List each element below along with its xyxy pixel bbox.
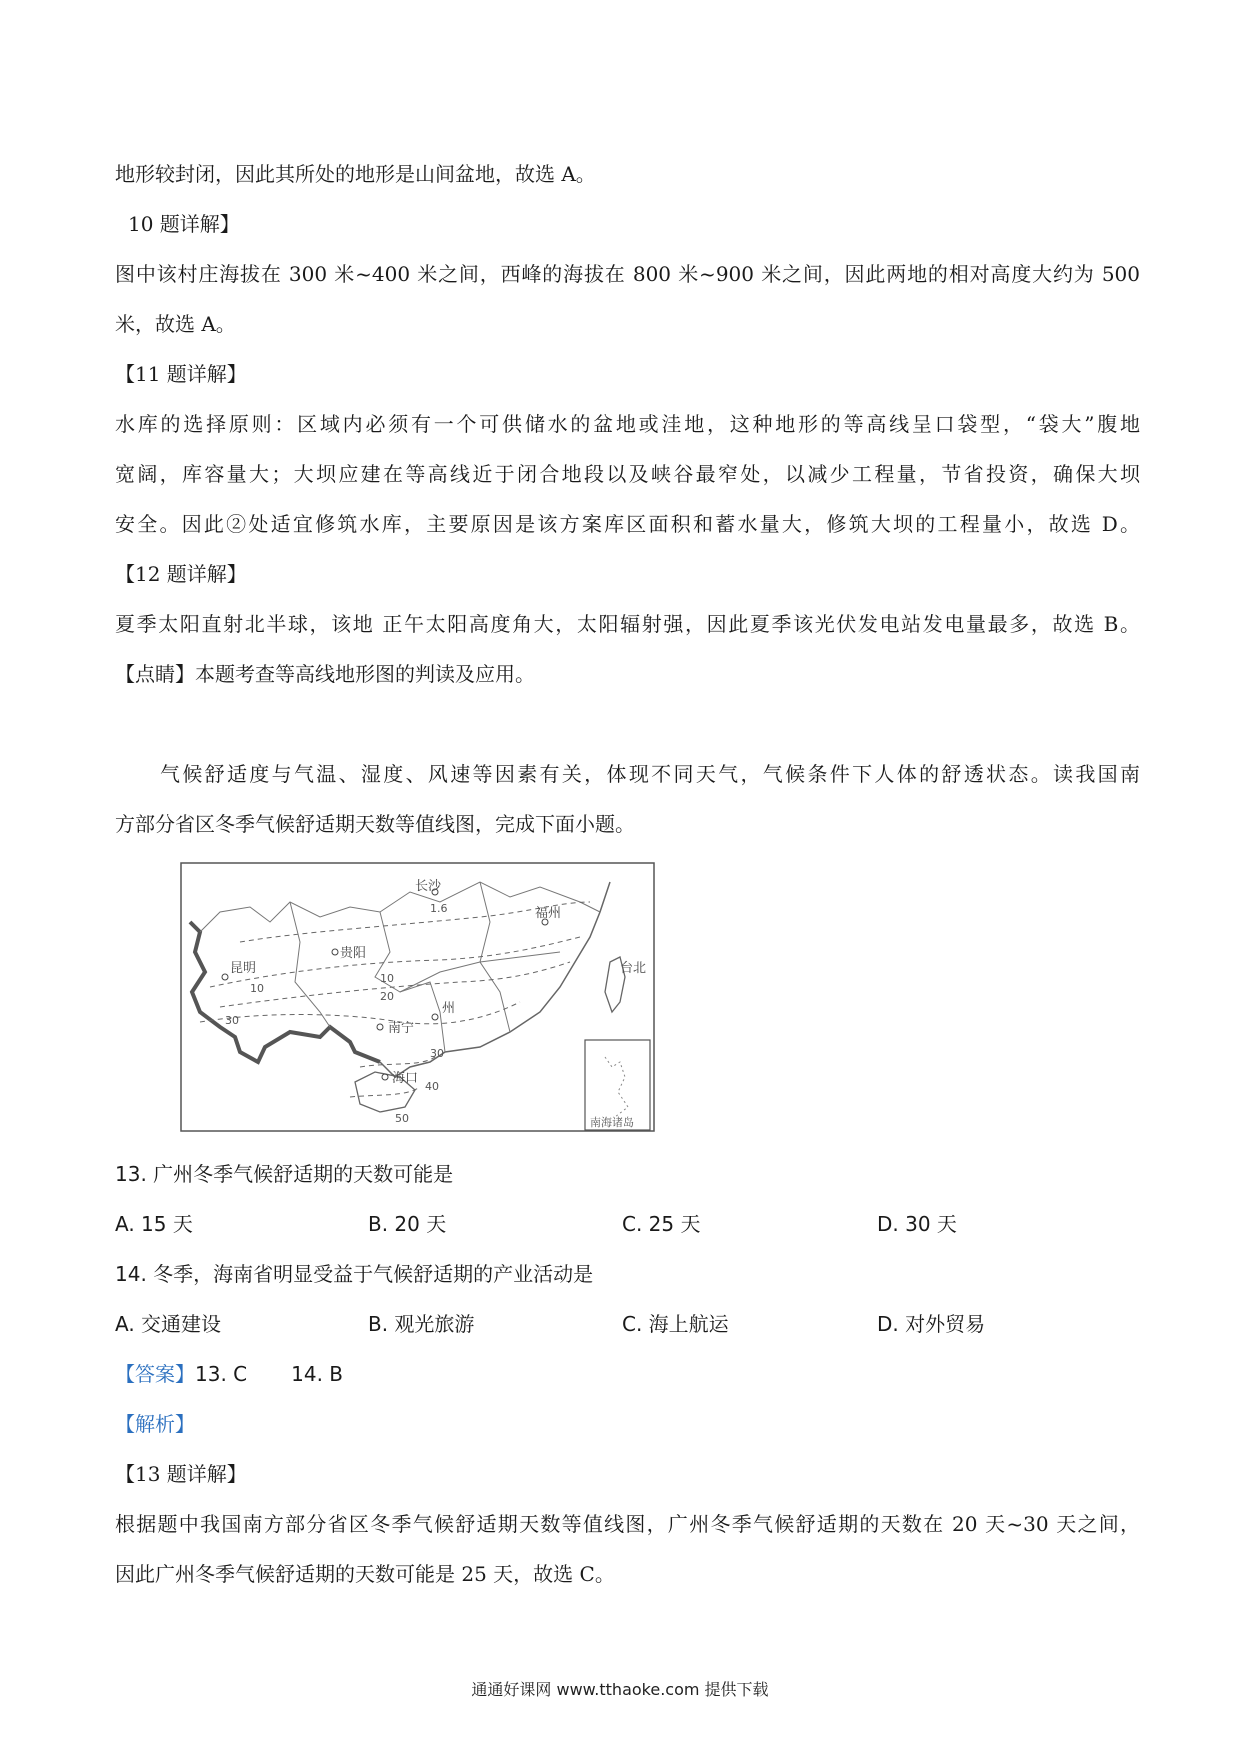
isoline-label: 30 <box>225 1014 239 1027</box>
q14-option-b: B. 观光旅游 <box>368 1312 475 1336</box>
city-label: 长沙 <box>415 879 442 894</box>
tip-line: 【点睛】本题考查等高线地形图的判读及应用。 <box>115 662 535 686</box>
line-10: 夏季太阳直射北半球，该地 正午太阳高度角大，太阳辐射强，因此夏季该光伏发电站发电量最多，故选 B。 <box>115 612 1140 636</box>
heading-q10: 10 题详解】 <box>128 212 240 236</box>
analysis-line-1: 根据题中我国南方部分省区冬季气候舒适期天数等值线图，广州冬季气候舒适期的天数在 20 天~30 天之间， <box>115 1512 1140 1536</box>
isoline-label: 50 <box>395 1112 409 1125</box>
heading-q13: 【13 题详解】 <box>115 1462 247 1486</box>
line-4: 米，故选 A。 <box>115 312 236 336</box>
isoline-label: 30 <box>430 1047 444 1060</box>
isoline-label: 10 <box>250 982 264 995</box>
answer-14: 14. B <box>291 1362 344 1386</box>
line-6: 水库的选择原则：区域内必须有一个可供储水的盆地或洼地，这种地形的等高线呈口袋型，“袋大”腹地 <box>115 412 1140 436</box>
inset-label: 南海诸岛 <box>590 1116 634 1129</box>
page-footer: 通通好课网 www.tthaoke.com 提供下载 <box>471 1680 769 1699</box>
city-label: 州 <box>442 1001 456 1016</box>
isoline-label: 20 <box>380 990 394 1003</box>
heading-q11: 【11 题详解】 <box>115 362 247 386</box>
analysis-line-2: 因此广州冬季气候舒适期的天数可能是 25 天，故选 C。 <box>115 1562 615 1586</box>
line-7: 宽阔，库容量大；大坝应建在等高线近于闭合地段以及峡谷最窄处，以减少工程量，节省投资，确保大坝 <box>115 462 1140 486</box>
isoline-label: 40 <box>425 1080 439 1093</box>
line-1: 地形较封闭，因此其所处的地形是山间盆地，故选 A。 <box>115 162 596 186</box>
q13-option-b: B. 20 天 <box>368 1212 447 1236</box>
q14-stem: 14. 冬季，海南省明显受益于气候舒适期的产业活动是 <box>115 1262 594 1286</box>
answer-row <box>115 1360 1140 1388</box>
isoline-label: 10 <box>380 972 394 985</box>
q13-stem: 13. 广州冬季气候舒适期的天数可能是 <box>115 1162 454 1186</box>
answer-label: 【答案】 <box>115 1362 195 1386</box>
intro-line-1: 气候舒适度与气温、湿度、风速等因素有关，体现不同天气，气候条件下人体的舒透状态。读我国南 <box>160 762 1140 786</box>
heading-q12: 【12 题详解】 <box>115 562 247 586</box>
line-8: 安全。因此②处适宜修筑水库，主要原因是该方案库区面积和蓄水量大，修筑大坝的工程量小，故选 D。 <box>115 512 1140 536</box>
city-label: 台北 <box>620 961 647 976</box>
city-label: 福州 <box>535 906 562 921</box>
analysis-label: 【解析】 <box>115 1412 195 1436</box>
line-3: 图中该村庄海拔在 300 米~400 米之间，西峰的海拔在 800 米~900 米之间，因此两地的相对高度大约为 500 <box>115 262 1140 286</box>
intro-line-2: 方部分省区冬季气候舒适期天数等值线图，完成下面小题。 <box>115 812 635 836</box>
q13-option-c: C. 25 天 <box>622 1212 701 1236</box>
city-label: 贵阳 <box>340 946 367 961</box>
q13-option-d: D. 30 天 <box>877 1212 957 1236</box>
q14-option-a: A. 交通建设 <box>115 1312 222 1336</box>
q14-option-c: C. 海上航运 <box>622 1312 729 1336</box>
city-label: 南宁 <box>388 1021 415 1036</box>
answer-13: 13. C <box>195 1362 248 1386</box>
climate-comfort-map <box>180 862 655 1132</box>
isoline-label: 1.6 <box>430 902 448 915</box>
q13-option-a: A. 15 天 <box>115 1212 193 1236</box>
city-label: 昆明 <box>230 961 257 976</box>
city-label: 海口 <box>392 1071 419 1086</box>
q14-option-d: D. 对外贸易 <box>877 1312 986 1336</box>
